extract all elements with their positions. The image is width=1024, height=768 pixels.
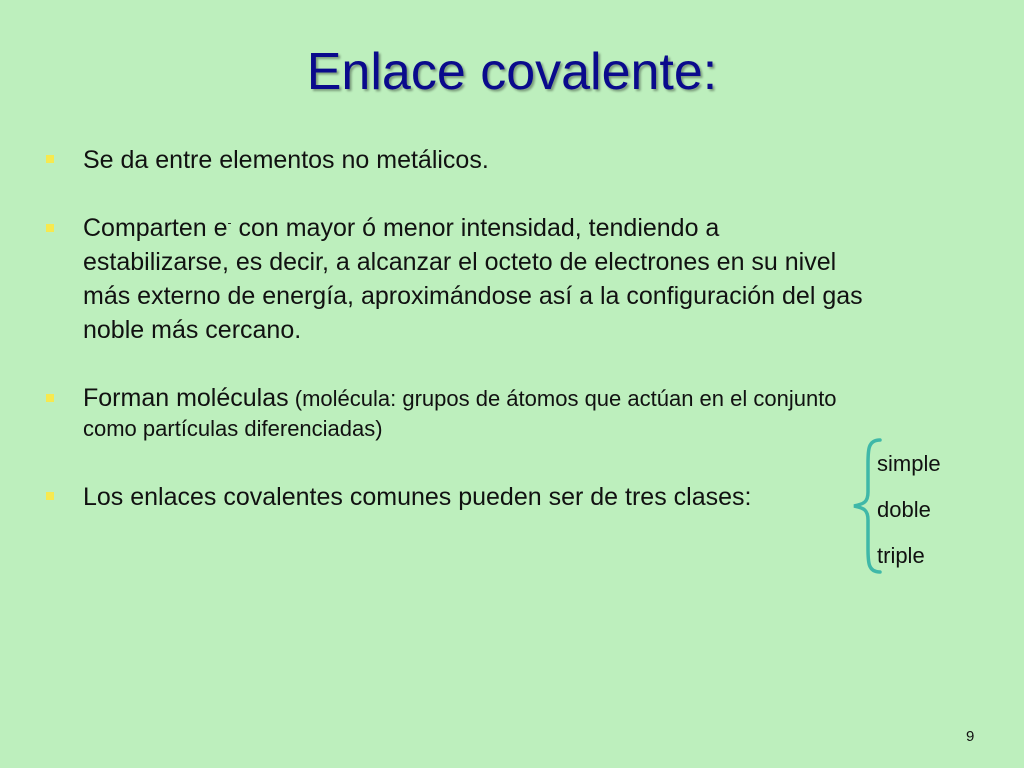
bullet-2-line-2: estabilizarse, es decir, a alcanzar el octeto de electrones en su nivel — [83, 248, 837, 276]
bullet-1-line: Se da entre elementos no metálicos. — [83, 146, 489, 174]
bullet-marker — [46, 492, 54, 500]
option-triple: triple — [877, 543, 925, 568]
electron-superscript: - — [227, 215, 232, 230]
bullet-2-part-2: con mayor ó menor intensidad, tendiendo a — [231, 214, 720, 242]
bullet-2-line-3: más externo de energía, aproximándose así a la configuración del gas — [83, 282, 863, 310]
bullet-text-3 — [83, 381, 837, 442]
bullet-3-line-1 — [83, 381, 837, 416]
bullet-marker — [46, 224, 54, 232]
bullet-4-line: Los enlaces covalentes comunes pueden ser de tres clases: — [83, 483, 752, 511]
option-simple: simple — [877, 451, 941, 476]
bullet-3-main: Forman moléculas — [83, 384, 289, 412]
bullet-2-line-1 — [83, 211, 863, 245]
bullet-2-part-1: Comparten e — [83, 214, 228, 242]
bullet-2-line-4: noble más cercano. — [83, 316, 302, 344]
bullet-3-line-2: como partículas diferenciadas) — [83, 416, 383, 441]
bullet-3-note: (molécula: grupos de átomos que actúan en el conjunto — [288, 386, 837, 411]
bullet-text-1 — [83, 143, 489, 177]
option-doble: doble — [877, 497, 931, 522]
bullet-text-2 — [83, 211, 863, 347]
page-number: 9 — [966, 728, 975, 745]
bullet-text-4 — [83, 480, 751, 514]
bullet-marker — [46, 155, 54, 163]
slide-title: Enlace covalente: — [306, 43, 718, 101]
bullet-marker — [46, 394, 54, 402]
